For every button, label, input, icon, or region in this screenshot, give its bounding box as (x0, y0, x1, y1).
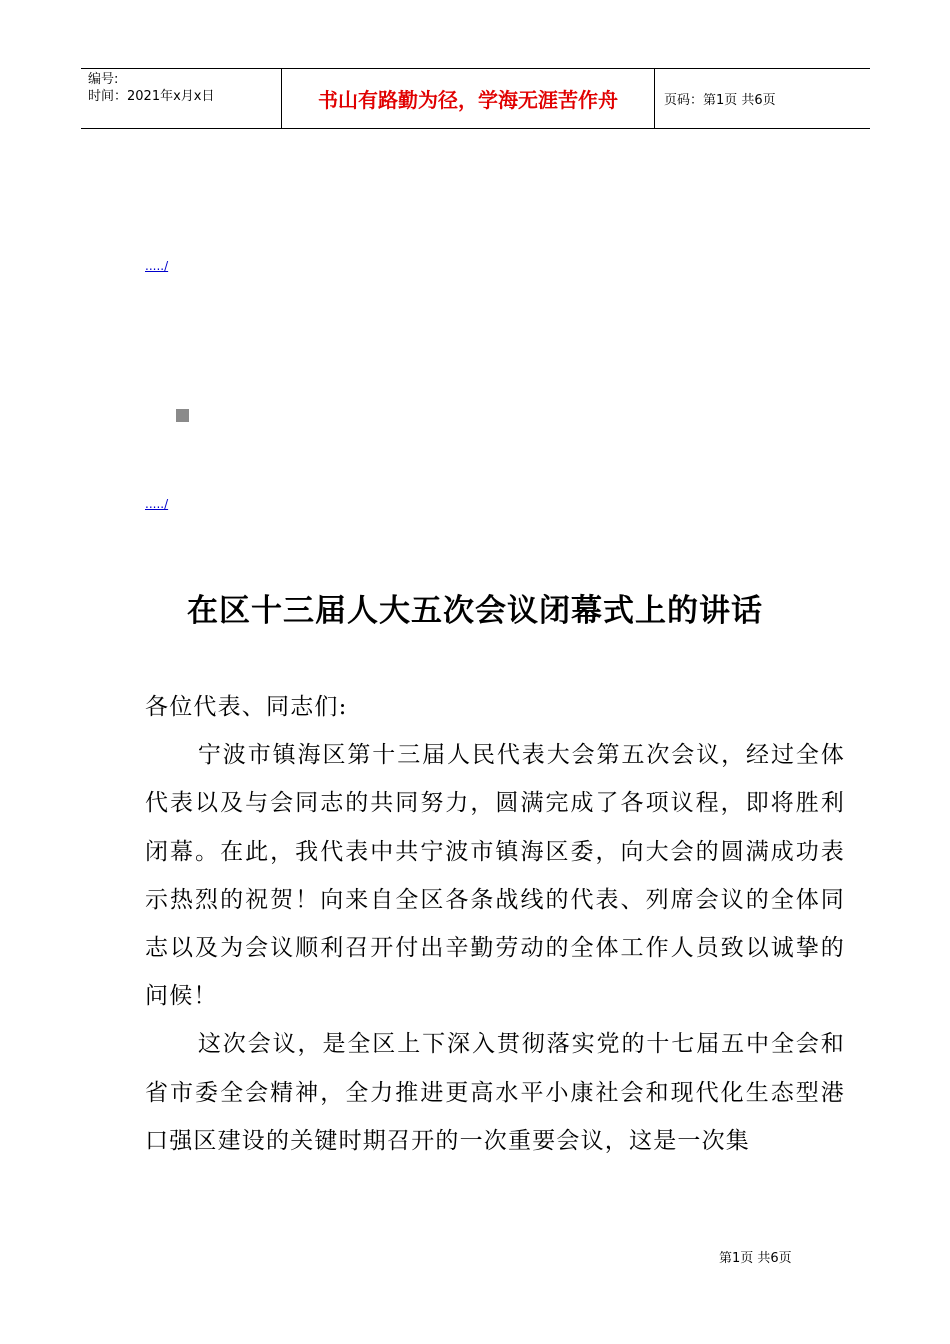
header-motto-cell (282, 69, 655, 128)
paragraph-1: 宁波市镇海区第十三届人民代表大会第五次会议，经过全体代表以及与会同志的共同努力，圆满完成了各项议程，即将胜利闭幕。在此，我代表中共宁波市镇海区委，向大会的圆满成功表示热烈的祝贺！向来自全区各条战线的代表、列席会议的全体同志以及为会议顺利召开付出辛勤劳动的全体工作人员致以诚挚的问候！ (145, 742, 845, 1010)
motto-text: 书山有路勤为径，学海无涯苦作舟 (318, 88, 618, 112)
salutation: 各位代表、同志们: (145, 694, 348, 720)
document-body (145, 683, 845, 1165)
time-label: 时间：2021年x月x日 (88, 89, 215, 104)
document-header (81, 68, 870, 129)
number-label: 编号: (88, 72, 119, 87)
top-link[interactable]: ...../ (145, 259, 169, 273)
document-title: 在区十三届人大五次会议闭幕式上的讲话 (187, 593, 763, 629)
header-page-cell (655, 69, 870, 128)
header-page-info: 页码：第1页 共6页 (664, 93, 776, 108)
footer-page-info: 第1页 共6页 (719, 1251, 792, 1266)
image-placeholder-icon (176, 409, 189, 422)
paragraph-2: 这次会议，是全区上下深入贯彻落实党的十七届五中全会和省市委全会精神，全力推进更高水平小康社会和现代化生态型港口强区建设的关键时期召开的一次重要会议，这是一次集 (145, 1031, 845, 1154)
second-link[interactable]: ...../ (145, 497, 169, 511)
header-meta-cell (81, 69, 282, 128)
